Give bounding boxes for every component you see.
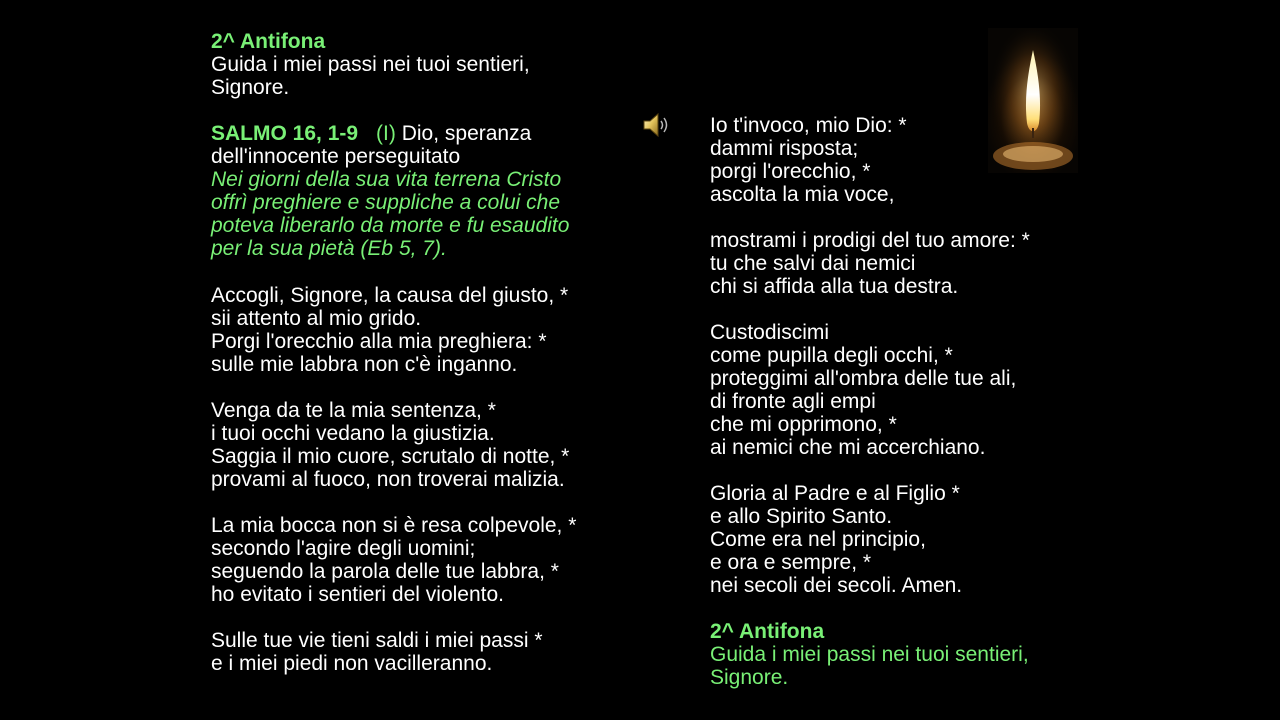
speaker-icon[interactable] <box>641 110 673 140</box>
verse-line: sii attento al mio grido. <box>211 307 422 330</box>
verse-line: Io t'invoco, mio Dio: * <box>710 114 907 137</box>
verse-line: mostrami i prodigi del tuo amore: * <box>710 229 1030 252</box>
verse-line: tu che salvi dai nemici <box>710 252 916 275</box>
verse-line: proteggimi all'ombra delle tue ali, <box>710 367 1017 390</box>
psalm-ref: (I) <box>376 122 396 145</box>
verse-line: La mia bocca non si è resa colpevole, * <box>211 514 577 537</box>
candle-icon <box>988 28 1078 173</box>
quote-line: per la sua pietà (Eb 5, 7). <box>211 237 447 260</box>
gloria-line: e ora e sempre, * <box>710 551 872 574</box>
verse-line: dammi risposta; <box>710 137 859 160</box>
verse-line: che mi opprimono, * <box>710 413 897 436</box>
verse-line: seguendo la parola delle tue labbra, * <box>211 560 559 583</box>
verse-line: Custodiscimi <box>710 321 830 344</box>
verse-line: Venga da te la mia sentenza, * <box>211 399 496 422</box>
verse-line: Porgi l'orecchio alla mia preghiera: * <box>211 330 547 353</box>
verse-line: di fronte agli empi <box>710 390 876 413</box>
verse-line: come pupilla degli occhi, * <box>710 344 953 367</box>
verse-line: Sulle tue vie tieni saldi i miei passi * <box>211 629 543 652</box>
antiphon-title: 2^ Antifona <box>710 620 825 643</box>
gloria-line: Come era nel principio, <box>710 528 926 551</box>
antiphon-line: Guida i miei passi nei tuoi sentieri, <box>211 53 530 76</box>
verse-line: Saggia il mio cuore, scrutalo di notte, * <box>211 445 570 468</box>
gloria-line: nei secoli dei secoli. Amen. <box>710 574 963 597</box>
verse-line: i tuoi occhi vedano la giustizia. <box>211 422 495 445</box>
verse-line: provami al fuoco, non troverai malizia. <box>211 468 565 491</box>
antiphon-line: Guida i miei passi nei tuoi sentieri, <box>710 643 1029 666</box>
verse-line: ho evitato i sentieri del violento. <box>211 583 505 606</box>
speaker-icon <box>641 110 673 140</box>
verse-line: e i miei piedi non vacilleranno. <box>211 652 493 675</box>
psalm-title: SALMO 16, 1-9 <box>211 122 359 145</box>
verse-line: chi si affida alla tua destra. <box>710 275 959 298</box>
psalm-heading <box>211 122 531 145</box>
gloria-line: e allo Spirito Santo. <box>710 505 893 528</box>
gloria-line: Gloria al Padre e al Figlio * <box>710 482 960 505</box>
psalm-subtitle: dell'innocente perseguitato <box>211 145 461 168</box>
quote-line: Nei giorni della sua vita terrena Cristo <box>211 168 562 191</box>
verse-line: porgi l'orecchio, * <box>710 160 871 183</box>
antiphon-line: Signore. <box>710 666 789 689</box>
verse-line: sulle mie labbra non c'è inganno. <box>211 353 518 376</box>
verse-line: ascolta la mia voce, <box>710 183 895 206</box>
antiphon-title: 2^ Antifona <box>211 30 326 53</box>
verse-line: secondo l'agire degli uomini; <box>211 537 476 560</box>
quote-line: offrì preghiere e suppliche a colui che <box>211 191 561 214</box>
psalm-subtitle: Dio, speranza <box>401 122 532 145</box>
verse-line: ai nemici che mi accerchiano. <box>710 436 986 459</box>
candle-image <box>988 28 1078 173</box>
antiphon-line: Signore. <box>211 76 290 99</box>
quote-line: poteva liberarlo da morte e fu esaudito <box>211 214 570 237</box>
verse-line: Accogli, Signore, la causa del giusto, * <box>211 284 569 307</box>
